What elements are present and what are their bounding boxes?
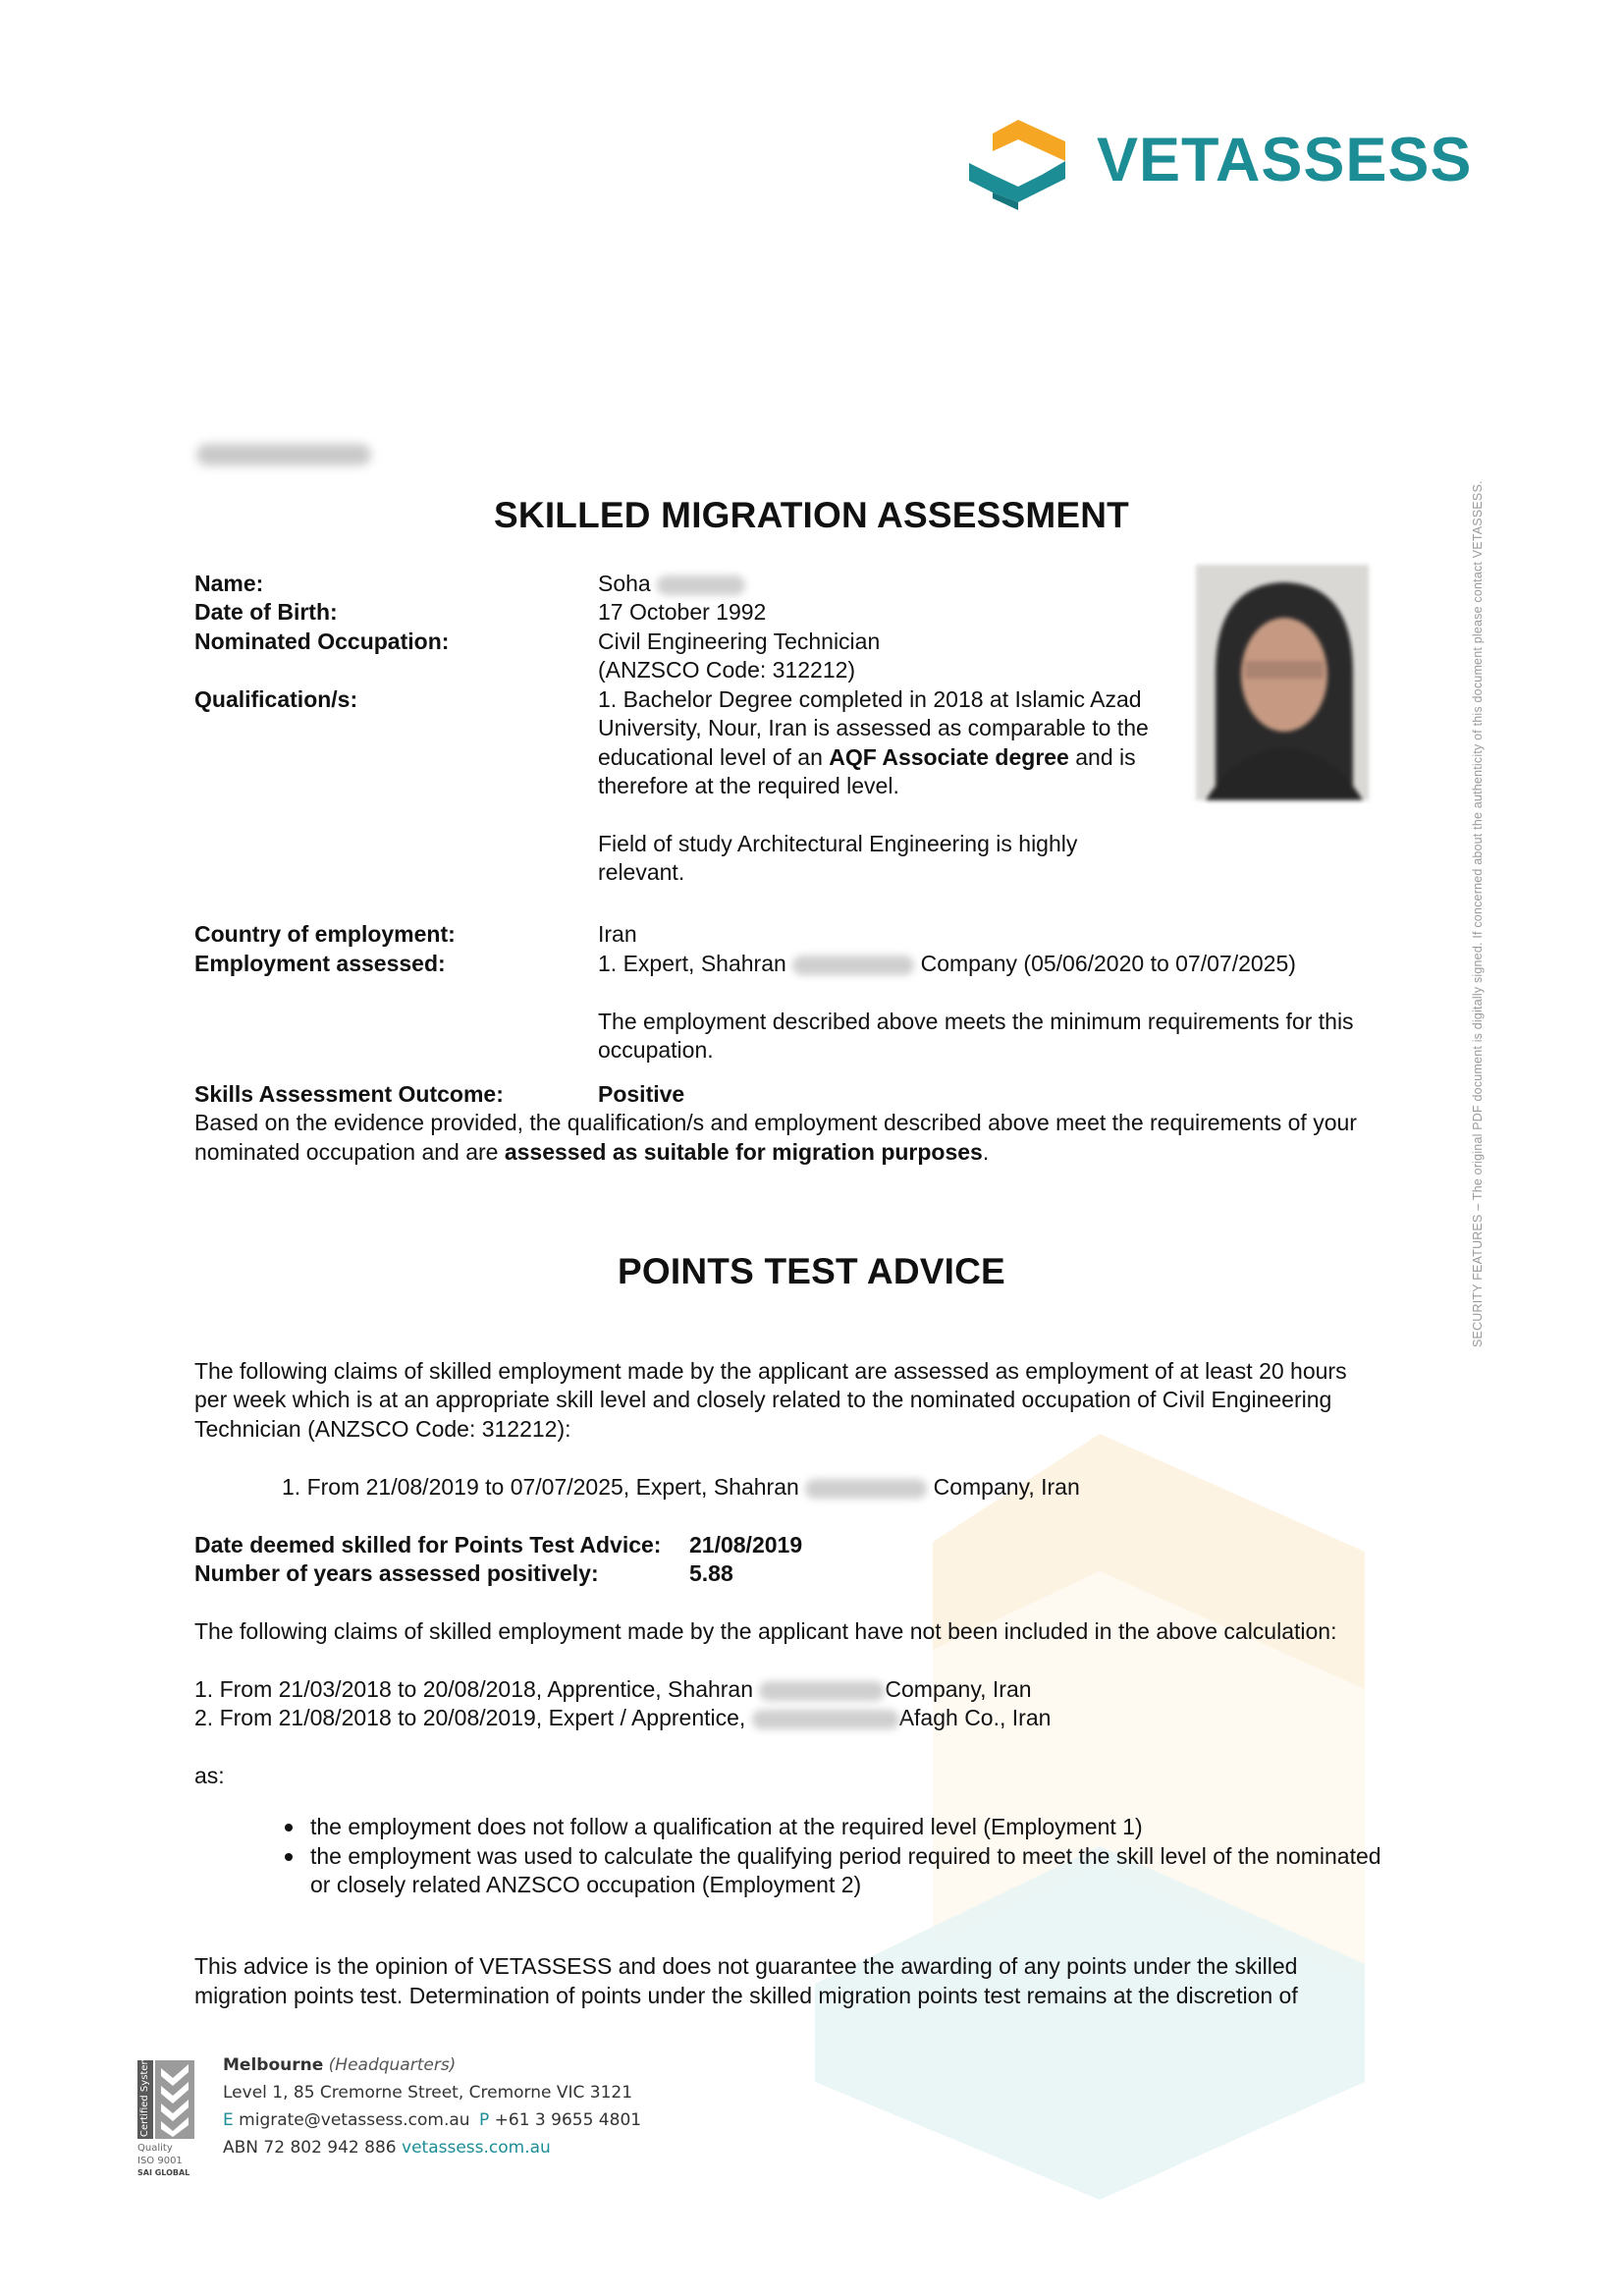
assessment-title: SKILLED MIGRATION ASSESSMENT bbox=[494, 495, 1129, 535]
as-label: as: bbox=[194, 1763, 225, 1788]
outcome-emphasis: assessed as suitable for migration purposes bbox=[504, 1139, 983, 1165]
certified-system-text: Certified System bbox=[139, 2054, 150, 2137]
outcome-line-2 bbox=[194, 1138, 989, 1168]
qualification-line-2: University, Nour, Iran is assessed as comparable to the bbox=[598, 715, 1149, 740]
outcome-label: Skills Assessment Outcome: bbox=[194, 1081, 504, 1107]
claim-text: Company, Iran bbox=[933, 1474, 1080, 1500]
employer-redacted bbox=[792, 956, 914, 975]
points-intro-line-2: per week which is at an appropriate skill level and closely related to the nominated occupation of Civil Engineering bbox=[194, 1387, 1332, 1412]
footer-phone: +61 3 9655 4801 bbox=[494, 2110, 642, 2130]
qualification-label: Qualification/s: bbox=[194, 686, 358, 712]
surname-redacted bbox=[657, 575, 745, 595]
claim-text: 1. From 21/08/2019 to 07/07/2025, Expert, Shahran bbox=[282, 1474, 799, 1500]
qualification-text: and is bbox=[1068, 744, 1136, 770]
employment-text: Company (05/06/2020 to 07/07/2025) bbox=[920, 951, 1296, 976]
footer-office bbox=[223, 2051, 456, 2079]
employer-redacted bbox=[752, 1710, 899, 1729]
vetassess-wordmark: VETASSESS bbox=[1097, 126, 1473, 194]
cert-body: SAI GLOBAL bbox=[137, 2168, 190, 2177]
name-value bbox=[598, 570, 745, 599]
advice-line-1: This advice is the opinion of VETASSESS and does not guarantee the awarding of any points under the skilled bbox=[194, 1953, 1298, 1979]
country-value: Iran bbox=[598, 921, 637, 947]
reference-number-redacted bbox=[196, 444, 371, 465]
dob-label: Date of Birth: bbox=[194, 599, 338, 625]
certification-badge bbox=[137, 2054, 198, 2182]
field-of-study-line-2: relevant. bbox=[598, 859, 685, 885]
vetassess-logo-mark-icon bbox=[967, 116, 1067, 212]
employment-note-line-2: occupation. bbox=[598, 1037, 714, 1063]
qualification-line-4: therefore at the required level. bbox=[598, 773, 899, 798]
footer-website[interactable]: vetassess.com.au bbox=[402, 2138, 551, 2158]
outcome-text: nominated occupation and are bbox=[194, 1139, 505, 1165]
cert-iso: ISO 9001 bbox=[137, 2156, 183, 2166]
cert-quality: Quality bbox=[137, 2143, 173, 2154]
country-label: Country of employment: bbox=[194, 921, 456, 947]
footer-address: Level 1, 85 Cremorne Street, Cremorne VIC 3121 bbox=[223, 2083, 633, 2103]
name-label: Name: bbox=[194, 571, 264, 596]
security-note: SECURITY FEATURES – The original PDF document is digitally signed. If concerned about the authenticity of this document please contact VETASSESS. bbox=[1471, 480, 1485, 1347]
outcome-line-1: Based on the evidence provided, the qualification/s and employment described above meet the requirements of your bbox=[194, 1110, 1357, 1135]
footer-city: Melbourne bbox=[223, 2055, 324, 2075]
aqf-level: AQF Associate degree bbox=[829, 744, 1069, 770]
employment-label: Employment assessed: bbox=[194, 951, 446, 976]
occupation-code: (ANZSCO Code: 312212) bbox=[598, 657, 856, 683]
bullet-icon bbox=[285, 1824, 293, 1831]
checkmarks-icon bbox=[155, 2060, 194, 2139]
reason-2-line-1: the employment was used to calculate the qualifying period required to meet the skill level of the nominated bbox=[310, 1843, 1381, 1869]
advice-line-2: migration points test. Determination of points under the skilled migration points test remains at the discretion of bbox=[194, 1983, 1298, 2008]
qualification-text: educational level of an bbox=[598, 744, 830, 770]
footer-contact bbox=[223, 2106, 641, 2134]
first-name: Soha bbox=[598, 571, 651, 596]
dob-value: 17 October 1992 bbox=[598, 599, 767, 625]
applicant-photo bbox=[1196, 565, 1369, 800]
email-prefix: E bbox=[223, 2110, 234, 2130]
field-of-study-line-1: Field of study Architectural Engineering is highly bbox=[598, 831, 1078, 856]
points-intro-line-3: Technician (ANZSCO Code: 312212): bbox=[194, 1416, 571, 1442]
excluded-text: 2. From 21/08/2018 to 20/08/2019, Expert / Apprentice, bbox=[194, 1705, 746, 1730]
years-label: Number of years assessed positively: bbox=[194, 1560, 599, 1586]
employment-value bbox=[598, 950, 1296, 979]
employer-redacted bbox=[759, 1681, 885, 1701]
footer-abn: ABN 72 802 942 886 bbox=[223, 2138, 397, 2158]
footer-email[interactable]: migrate@vetassess.com.au bbox=[239, 2110, 470, 2130]
reason-1: the employment does not follow a qualification at the required level (Employment 1) bbox=[310, 1814, 1143, 1839]
person-silhouette-icon bbox=[1196, 565, 1369, 800]
occupation-value: Civil Engineering Technician bbox=[598, 629, 881, 654]
employer-redacted bbox=[805, 1479, 927, 1499]
years-value: 5.88 bbox=[689, 1560, 733, 1586]
claim-1 bbox=[282, 1473, 1080, 1503]
excluded-text: 1. From 21/03/2018 to 20/08/2018, Apprentice, Shahran bbox=[194, 1676, 754, 1702]
points-intro-line-1: The following claims of skilled employment made by the applicant are assessed as employment of at least 20 hours bbox=[194, 1358, 1347, 1384]
footer-hq: (Headquarters) bbox=[328, 2055, 457, 2075]
outcome-value: Positive bbox=[598, 1081, 685, 1107]
reason-2-line-2: or closely related ANZSCO occupation (Employment 2) bbox=[310, 1872, 862, 1897]
bullet-icon bbox=[285, 1853, 293, 1861]
vetassess-logo bbox=[967, 116, 1497, 214]
occupation-label: Nominated Occupation: bbox=[194, 629, 450, 654]
date-deemed-label: Date deemed skilled for Points Test Advice: bbox=[194, 1532, 662, 1558]
excluded-claim-2 bbox=[194, 1704, 1051, 1733]
points-title: POINTS TEST ADVICE bbox=[618, 1251, 1005, 1291]
employment-note-line-1: The employment described above meets the minimum requirements for this bbox=[598, 1009, 1354, 1034]
excluded-text: Company, Iran bbox=[885, 1676, 1032, 1702]
footer-abn-line bbox=[223, 2134, 551, 2161]
excluded-text: Afagh Co., Iran bbox=[898, 1705, 1052, 1730]
qualification-line-3 bbox=[598, 743, 1136, 773]
phone-prefix: P bbox=[478, 2110, 490, 2130]
qualification-line-1: 1. Bachelor Degree completed in 2018 at Islamic Azad bbox=[598, 686, 1142, 712]
excluded-claim-1 bbox=[194, 1675, 1032, 1705]
excluded-intro: The following claims of skilled employment made by the applicant have not been included in the above calculation: bbox=[194, 1618, 1337, 1644]
certified-system-bar bbox=[137, 2054, 153, 2139]
employment-text: 1. Expert, Shahran bbox=[598, 951, 786, 976]
outcome-text: . bbox=[982, 1139, 990, 1165]
date-deemed-value: 21/08/2019 bbox=[689, 1532, 803, 1558]
